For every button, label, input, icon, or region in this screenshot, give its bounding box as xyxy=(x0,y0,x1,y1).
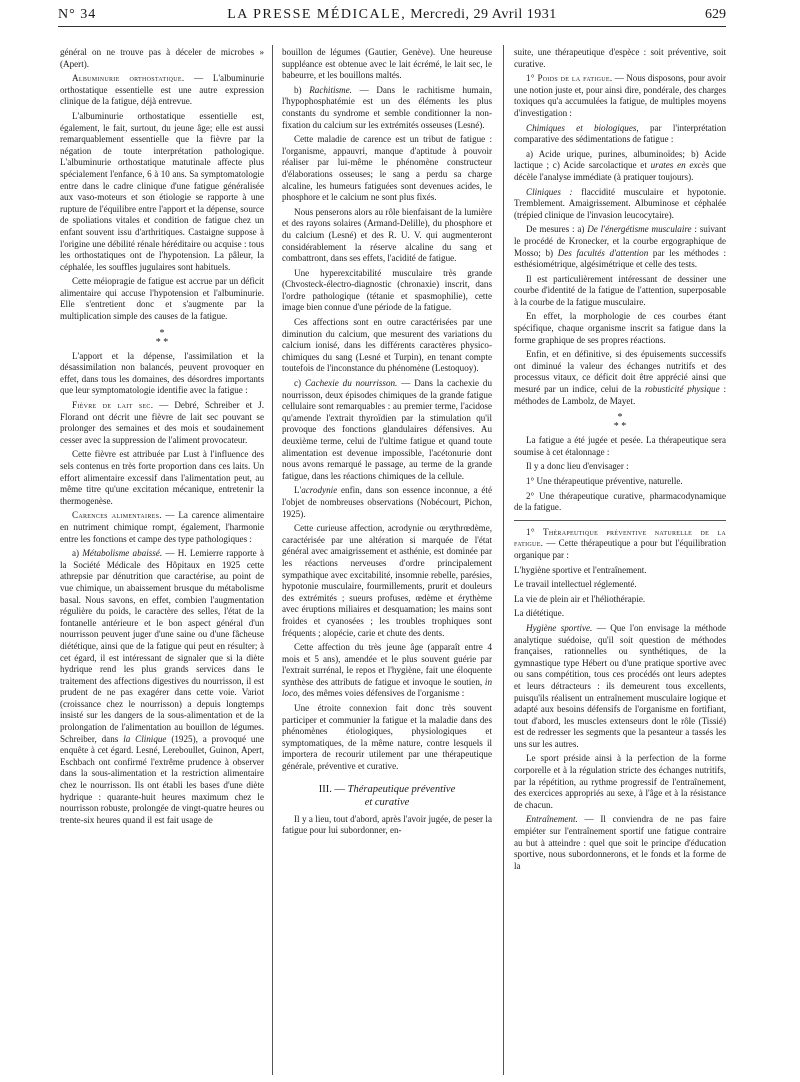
section-heading: 1° Thérapeutique préventive naturelle de la fatigue. xyxy=(514,526,726,549)
paragraph: Cliniques : flaccidité musculaire et hypotonie. Tremblement. Amaigrissement. Albuminose et céphalée (trépied clinique de l'invasion leucocytaire). xyxy=(514,186,726,220)
subsection-heading: Cachexie du nourrisson. xyxy=(304,378,398,389)
paragraph: L'albuminurie orthostatique essentielle est, également, le fait, surtout, du jeune âge; elle est aussi remarquablement essentielle que la fièvre par la négation de toute interprétation pathologique. L'albuminurie orthostatique matutinale affecte plus spécialement l'enfance, 6 à 10 ans. Sa symptomatologie entre dans le cadre clinique d'une fatigue généralisée aux vaso-moteurs et son étiologie se rapporte à une rupture de l'équilibre entre l'apport et la dépense, source de spoliations vitales et condition de fatigue chez un enfant souvent issu d'arthritiques. Castaigne suppose à l'origine une débilité rénale héréditaire ou acquise : tous les orthostatiques ont de l'hypotension. La pâleur, la céphalée, les souffles jugulaires sont habituels. xyxy=(60,110,264,272)
column-2 xyxy=(282,47,492,840)
paragraph: Il y a lieu, tout d'abord, après l'avoir jugée, de peser la fatigue pour lui subordonner, en- xyxy=(282,813,492,836)
paragraph: Albuminurie orthostatique. — L'albuminurie orthostatique essentielle est une autre expression clinique de la fatigue, déjà entrevue. xyxy=(60,73,264,107)
paragraph: Hygiène sportive. — Que l'on envisage la méthode analytique suédoise, qu'il soit question de méthodes françaises, rationnelles ou synthétiques, de la gymnastique type Hébert ou d'une pratique sportive avec ou sans compétition, tous ces procédés ont leurs adeptes et leurs détracteurs : ils demeurent tous excellents, puisqu'ils réalisent un entraînement musculaire logique et adapté aux besoins défensifs de l'organisme en fortifiant, tout d'abord, les muscles extenseurs dont le rôle (Tissié) est de redresser les segments que la pesanteur a tassés les uns sur les autres. xyxy=(514,622,727,749)
paragraph: La fatigue a été jugée et pesée. La thérapeutique sera soumise à cet étalonnage : xyxy=(514,435,726,457)
subsection-heading: Hygiène sportive. xyxy=(526,622,593,633)
separator-stars: * * * xyxy=(155,327,169,348)
section-heading: Fièvre de lait sec. xyxy=(72,400,154,411)
section-title xyxy=(282,783,492,809)
paragraph: Cette affection du très jeune âge (apparaît entre 4 mois et 5 ans), amendée et le plus souvent guérie par l'extrait surrénal, le repos et l'hygiène, fait une éloquente synthèse des attributs de fatigue et invoque le soutien, in loco, des mêmes voies défensives de l'organisme : xyxy=(282,642,492,699)
paragraph: Cette fièvre est attribuée par Lust à l'influence des sels contenus en très forte proportion dans ces laits. Un effort alimentaire excessif dans l'alimentation peut, au même titre qu'une excitation mécanique, entretenir la thermogenèse. xyxy=(60,449,264,506)
page-number: 629 xyxy=(705,7,726,22)
subsection-heading: Cliniques : xyxy=(526,186,573,197)
list-item: La vie de plein air et l'héliothérapie. xyxy=(514,593,646,604)
paragraph: Ces affections sont en outre caractérisées par une diminution du calcium, que mesurent des variations du calcium ionisé, dans les différents caractères physico-chimiques du sang (Lesné et Turpin), en tenant compte toutefois de l'inconstance du phénomène (Lestoquoy). xyxy=(282,317,492,374)
paragraph: a) Métabolisme abaissé. — H. Lemierre rapporte à la Société Médicale des Hôpitaux en 1925 cette athrepsie par dénutrition que caractérise, au point de vue chimique, un abaissement brusque du métabolisme basal. Nous savons, en effet, combien l'augmentation régulière du poids, le caractère des selles, l'état de la fontanelle antérieure et le bon aspect général d'un nourrisson peuvent juger d'une saine ou d'une fâcheuse diététique, ainsi que de la fatigue qui peut en résulter; à cet égard, il est intéressant de signaler que si la diète hydrique rend les plus grands services dans le traitement des affections digestives du nourrisson, il est prudent de ne pas exagérer dans cette voie. Variot (croissance chez le nourrisson) a depuis longtemps insisté sur les dangers de la sous-alimentation et de la prolongation de l'alimentation au bouillon de légumes. Schreiber, dans la Clinique (1925), a provoqué une enquête à cet égard. Lesné, Lereboullet, Guinon, Apert, Eschbach ont confirmé l'extrême prudence à observer dans la sous-alimentation et la restriction alimentaire chez le nourrisson. Ils ont établi les bases d'une diète hydrique : quarante-huit heures maximum chez le nourrisson robuste, prolongée de vingt-quatre heures ou trente-six heures quand il est fait usage de xyxy=(60,548,265,825)
column-divider-2 xyxy=(503,45,504,1075)
section-separator xyxy=(514,413,726,431)
paragraph: L'acrodynie enfin, dans son essence inconnue, a été l'objet de nombreuses observations (Nobécourt, Pichon, 1925). xyxy=(282,485,492,519)
subsection-heading: Chimiques et biologiques, xyxy=(526,122,639,133)
paragraph: L'apport et la dépense, l'assimilation et la désassimilation non balancés, peuvent provoquer en effet, dans tous les domaines, des désordres importants que leur symptomatologie identifie avec la fatigue : xyxy=(60,350,264,396)
paragraph: Carences alimentaires. — La carence alimentaire en nutriment chimique rompt, également, l'harmonie entre les fonctions et campe des type pathologiques : xyxy=(60,510,265,544)
term: Des facultés d'attention xyxy=(557,247,649,258)
paragraph: Nous penserons alors au rôle bienfaisant de la lumière et des rayons solaires (Armand-Delille), du phosphore et du calcium (Lesné) et des R. U. V. qui augmenteront considérablement la réserve alcaline du sang et combattront, dans ses effets, l'acidité de fatigue. xyxy=(282,206,492,264)
paragraph: Enfin, et en définitive, si des épuisements successifs ont diminué la valeur des échanges nutritifs et des processus vitaux, ce déficit doit être apprécié ainsi que mesuré par un indice, celui de la robusticité physique : méthodes de Lambolz, de Mayet. xyxy=(514,349,726,406)
paragraph: 1° Poids de la fatigue. — Nous disposons, pour avoir une notion juste et, pour ainsi dire, pondérale, des charges toxiques qu'a accumulées la fatigue, de multiples moyens d'investigation : xyxy=(514,73,726,118)
divider xyxy=(514,520,726,521)
paragraph: b) Rachitisme. — Dans le rachitisme humain, l'hypophosphatémie est un des éléments les plus constants du syndrome et semble conditionner la non-fixation du calcium sur les extrémités osseuses (Lesné). xyxy=(282,84,492,130)
issue-date: Mercredi, 29 Avril 1931 xyxy=(410,7,557,22)
section-heading: 1° Poids de la fatigue. xyxy=(526,73,613,84)
column-3 xyxy=(514,47,726,875)
journal-ref: la Clinique xyxy=(123,733,167,744)
paragraph: Chimiques et biologiques, par l'interprétation comparative des sédimentations de fatigue : xyxy=(514,122,726,145)
section-title-line-2: et curative xyxy=(364,796,410,808)
paragraph: c) Cachexie du nourrisson. — Dans la cachexie du nourrisson, deux épisodes chimiques de la grande fatigue cellulaire sont remarquables : au premier terme, l'acidose qu'amende l'extrait thyroïdien par la stimulation qu'il provoque des fonctions glandulaires défensives. Au deuxième terme, celui de l'ultime fatigue et quand toute alimentation est devenue impossible, l'acétonurie dont nous avons remarqué le passage, au terme de la grande fatigue, dans les réactions chimiques de la cellule. xyxy=(282,378,492,481)
list-item: 2° Une thérapeutique curative, pharmacodynamique de la fatigue. xyxy=(514,490,726,513)
paragraph: général on ne trouve pas à déceler de microbes » (Apert). xyxy=(60,47,264,69)
publication-name: LA PRESSE MÉDICALE, xyxy=(227,7,407,22)
section-heading: Carences alimentaires. xyxy=(72,510,162,521)
paragraph: a) Acide urique, purines, albuminoïdes; b) Acide lactique ; c) Acide sarcolactique et urates en excès que décèle l'analyse immédiate (à pratiquer toujours). xyxy=(514,148,726,182)
term: acrodynie xyxy=(301,485,338,496)
paragraph: De mesures : a) De l'énergétisme musculaire : suivant le procédé de Kronecker, et la courbe ergographique de Mosso; b) Des facultés d'attention par les méthodes : esthésiométrique, algésimétrique et celle des tests. xyxy=(514,224,727,270)
term: in loco xyxy=(282,676,492,699)
term: robusticité physique xyxy=(644,384,720,395)
paragraph: Il est particulièrement intéressant de dessiner une courbe d'identité de la fatigue de l'attention, superposable à la courbe de la fatigue musculaire. xyxy=(514,273,726,307)
paragraph: Cette maladie de carence est un tribut de fatigue : l'organisme, appauvri, manque d'aptitude à pouvoir réaliser par lui-même le phénomène constructeur d'élaborations osseuses; le sang a perdu sa charge alcaline, les humeurs fatiguées sont devenues acides, le phosphore et le calcium ne sont plus fixés. xyxy=(282,134,492,203)
subsection-heading: Entraînement. xyxy=(526,814,578,825)
paragraph: Cette méiopragie de fatigue est accrue par un déficit alimentaire qui accuse l'hypotension et l'albuminurie. Elle s'entretient donc et s'augmente par la multiplication simple des causes de la fatigue. xyxy=(60,276,264,322)
page-header xyxy=(58,4,726,27)
subsection-heading: Métabolisme abaissé. xyxy=(82,548,163,559)
paragraph: Une hyperexcitabilité musculaire très grande (Chvosteck-électro-diagnostic (chronaxie) inscrit, dans l'ordre pathologique (tétanie et spasmophilie), cette image bien connue d'une période de la fatigue. xyxy=(282,267,492,313)
paragraph: suite, une thérapeutique d'espèce : soit préventive, soit curative. xyxy=(514,47,726,69)
section-separator xyxy=(60,329,264,347)
term: urates en excès xyxy=(650,160,710,171)
paragraph: En effet, la morphologie de ces courbes étant spécifique, chaque organisme inscrit sa fatigue dans la forme graphique de ses propres réactions. xyxy=(514,311,726,345)
separator-stars: * * * xyxy=(613,412,627,433)
subsection-heading: Rachitisme. xyxy=(309,84,352,95)
term: De l'énergétisme musculaire xyxy=(587,224,692,235)
list-item: La diététique. xyxy=(514,608,564,619)
paragraph: Entraînement. — Il conviendra de ne pas faire empiéter sur l'entraînement sportif une fatigue contraire au but à atteindre : quel que soit le principe d'éducation sportive, nous subordonnerons, et le fonds et la forme de la xyxy=(514,814,726,871)
list-item: L'hygiène sportive et l'entraînement. xyxy=(514,564,647,575)
list-item: Le travail intellectuel réglementé. xyxy=(514,579,637,590)
list-item: 1° Une thérapeutique préventive, naturelle. xyxy=(526,476,683,486)
column-divider-1 xyxy=(272,45,273,1075)
column-1 xyxy=(60,47,264,829)
journal-title xyxy=(58,7,726,23)
paragraph: Il y a donc lieu d'envisager : xyxy=(526,461,629,472)
issue-number: N° 34 xyxy=(58,7,97,22)
paragraph: Une étroite connexion fait donc très souvent participer et communier la fatigue et la maladie dans des phénomènes étiologiques, physiologiques et symptomatiques, de la même nature, contre lesquels il importera de recourir utilement par une thérapeutique générale, préventive et curative. xyxy=(282,703,492,772)
paragraph: bouillon de légumes (Gautier, Genève). Une heureuse suppléance est obtenue avec le lait écrémé, le lait sec, le babeurre, et les bouillons maltés. xyxy=(282,47,492,81)
paragraph: Fièvre de lait sec. — Debré, Schreiber et J. Florand ont décrit une fièvre de lait sec pouvant se prolonger des semaines et des mois et soudainement cesser avec la suppression de l'aliment provocateur. xyxy=(60,400,264,445)
section-heading: Albuminurie orthostatique. xyxy=(72,73,185,84)
paragraph: Cette curieuse affection, acrodynie ou œrythrœdème, caractérisée par une altération si marquée de l'état général avec amaigrissement et asthénie, est dominée par les réactions nerveuses d'ordre principalement sympathique avec excitabilité, insomnie rebelle, parésies, hypotonie musculaire, fourmillements, prurit et douleurs des extrémités ; sueurs profuses, œdème et érythème avec éruptions miliaires et desquamation; les mains sont froides et cyanosées ; les troubles trophiques sont fréquents ; alopécie, carie et chute des dents. xyxy=(282,523,492,638)
paragraph: 1° Thérapeutique préventive naturelle de la fatigue. — Cette thérapeutique a pour but l'équilibration organique par : xyxy=(514,526,726,560)
section-title-line-1: Thérapeutique préventive xyxy=(347,783,456,795)
section-number: III. — xyxy=(318,783,348,795)
paragraph: Le sport préside ainsi à la perfection de la forme corporelle et à la régulation stricte des échanges nutritifs, par la répétition, au rythme progressif de l'entraînement, des exercices appropriés au sexe, à l'âge et à la résistance de chacun. xyxy=(514,753,726,810)
